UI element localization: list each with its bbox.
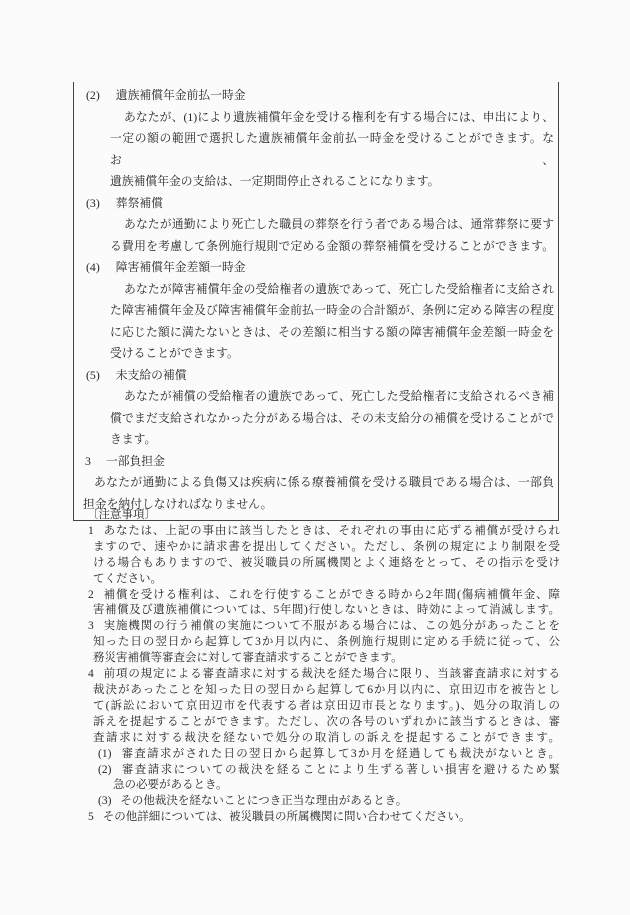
text-line: る費用を考慮して条例施行規則で定める金額の葬祭補償を受けることができます。: [110, 238, 554, 253]
text-line: 償でまだ支給されなかった分がある場合は、その未支給分の補償を受けることがで: [110, 410, 554, 425]
text-line: [88, 810, 560, 826]
subitem-number: (1): [98, 747, 112, 760]
item-title: 未支給の補償: [115, 367, 187, 382]
item-paragraph: [110, 279, 554, 365]
section-number: 3: [85, 453, 91, 468]
subitem-text: その他裁決を経ないことにつき正当な理由があるとき。: [120, 795, 408, 808]
text-line: 受けることができます。: [110, 346, 239, 360]
text-line: ける場合もありますので、被災職員の所属機関とよく連絡をとって、その指示を受け: [93, 556, 560, 569]
text-line: あなたが補償の受給権者の遺族であって、死亡した受給権者に支給されるべき補: [124, 389, 554, 403]
subitem-text: 審査請求についての裁決を経ることにより生ずる著しい損害を避けるため緊: [120, 763, 560, 776]
text-line: て(訴訟において京田辺市を代表する者は京田辺市長となります。)、処分の取消しの: [93, 699, 560, 712]
text-line: [88, 619, 560, 635]
note-number: 1: [88, 524, 94, 537]
text-line: あなたが、(1)により遺族補償年金を受ける権利を有する場合には、申出により、: [124, 109, 554, 124]
note-subitem-1: [98, 747, 560, 763]
text-line: 査請求に対する裁決を経ないで処分の取消しの訴えを提起することができます。: [93, 731, 560, 744]
copayment-section: [74, 451, 558, 516]
compensation-item-3: [74, 193, 558, 258]
text-line: [88, 588, 560, 604]
text-line: あなたが障害補償年金の受給権者の遺族であって、死亡した受給権者に支給され: [124, 281, 554, 296]
note-text: 前項の規定による審査請求に対する裁決を経た場合に限り、当該審査請求に対する: [102, 668, 560, 681]
text-line: 遺族補償年金の支給は、一定期間停止されることになります。: [110, 174, 440, 188]
note-item-3: [88, 619, 560, 667]
text-line: に応じた額に満たないときは、その差額に相当する額の障害補償年金差額一時金を: [110, 324, 554, 339]
text-line: あなたが通勤により死亡した職員の葬祭を行う者である場合は、通常葬祭に要す: [124, 217, 554, 231]
item-number: (5): [86, 367, 100, 382]
text-line: 害補償及び遺族補償については、5年間)行使しないときは、時効によって消滅します。: [93, 604, 560, 617]
text-line: 担金を納付しなければなりません。: [83, 496, 273, 511]
text-line: あなたが通勤による負傷又は疾病に係る療養補償を受ける職員である場合は、一部負: [94, 475, 554, 489]
note-text: 実施機関の行う補償の実施について不服がある場合には、この処分があったことを: [102, 620, 560, 633]
text-line: た障害補償年金及び障害補償年金前払一時金の合計額が、条例に定める障害の程度: [110, 303, 554, 317]
note-text: あなたは、上記の事由に該当したときは、それぞれの事由に応ずる補償が受けられ: [102, 524, 560, 537]
text-line: 急の必要があるとき。: [113, 779, 228, 792]
item-title: 障害補償年金差額一時金: [115, 260, 246, 274]
note-text: 補償を受ける権利は、これを行使することができる時から2年間(傷病補償年金、障: [102, 588, 560, 601]
item-title: 葬祭補償: [115, 195, 163, 210]
notes-section: [87, 508, 561, 826]
item-paragraph: [110, 107, 554, 193]
text-line: きます。: [110, 432, 157, 446]
text-line: 知った日の翌日から起算して3か月以内に、条例施行規則に定める手続に従って、公: [93, 636, 560, 649]
item-heading: [74, 85, 558, 107]
text-line: [88, 524, 560, 540]
subitem-text: 審査請求がされた日の翌日から起算して3か月を経過しても裁決がないとき。: [120, 747, 560, 760]
notes-list: [88, 524, 560, 826]
note-number: 2: [88, 588, 94, 601]
item-number: (2): [86, 88, 100, 102]
subitem-number: (2): [98, 763, 112, 776]
note-subitem-2: [98, 763, 560, 795]
text-line: 一定の額の範囲で選択した遺族補償年金前払一時金を受けることができます。なお、: [110, 131, 554, 167]
subitem-number: (3): [98, 795, 112, 808]
note-item-1: [88, 524, 560, 588]
item-heading: [74, 193, 558, 215]
note-subitem-3: [98, 794, 560, 810]
note-text: その他詳細については、被災職員の所属機関に問い合わせてください。: [102, 811, 471, 824]
note-item-2: [88, 588, 560, 620]
item-title: 遺族補償年金前払一時金: [115, 88, 246, 102]
text-line: [98, 763, 560, 779]
section-heading: [74, 451, 558, 473]
compensation-item-4: [74, 257, 558, 365]
text-line: [98, 794, 560, 810]
item-paragraph: [110, 386, 554, 451]
item-heading: [74, 257, 558, 279]
note-number: 3: [88, 620, 94, 633]
item-paragraph: [110, 214, 554, 257]
section-title: 一部負担金: [105, 453, 165, 468]
compensation-details-box: [73, 82, 559, 521]
compensation-item-5: [74, 365, 558, 451]
item-number: (4): [86, 260, 100, 274]
text-line: 訴えを提起することができます。ただし、次の各号のいずれかに該当するときは、審: [93, 715, 560, 728]
item-number: (3): [86, 195, 100, 210]
text-line: [88, 667, 560, 683]
note-item-5: [88, 810, 560, 826]
text-line: てください。: [93, 572, 162, 585]
note-number: 5: [88, 811, 94, 824]
text-line: [98, 747, 560, 763]
notes-heading: 〔注意事項〕: [87, 509, 156, 521]
text-line: 務災害補償等審査会に対して審査請求することができます。: [93, 652, 403, 665]
compensation-item-2: [74, 85, 558, 193]
text-line: 裁決があったことを知った日の翌日から起算して6か月以内に、京田辺市を被告とし: [93, 683, 560, 696]
text-line: ますので、速やかに請求書を提出してください。ただし、条例の規定により制限を受: [93, 540, 560, 553]
note-number: 4: [88, 668, 94, 681]
note-item-4: [88, 667, 560, 810]
item-heading: [74, 365, 558, 387]
